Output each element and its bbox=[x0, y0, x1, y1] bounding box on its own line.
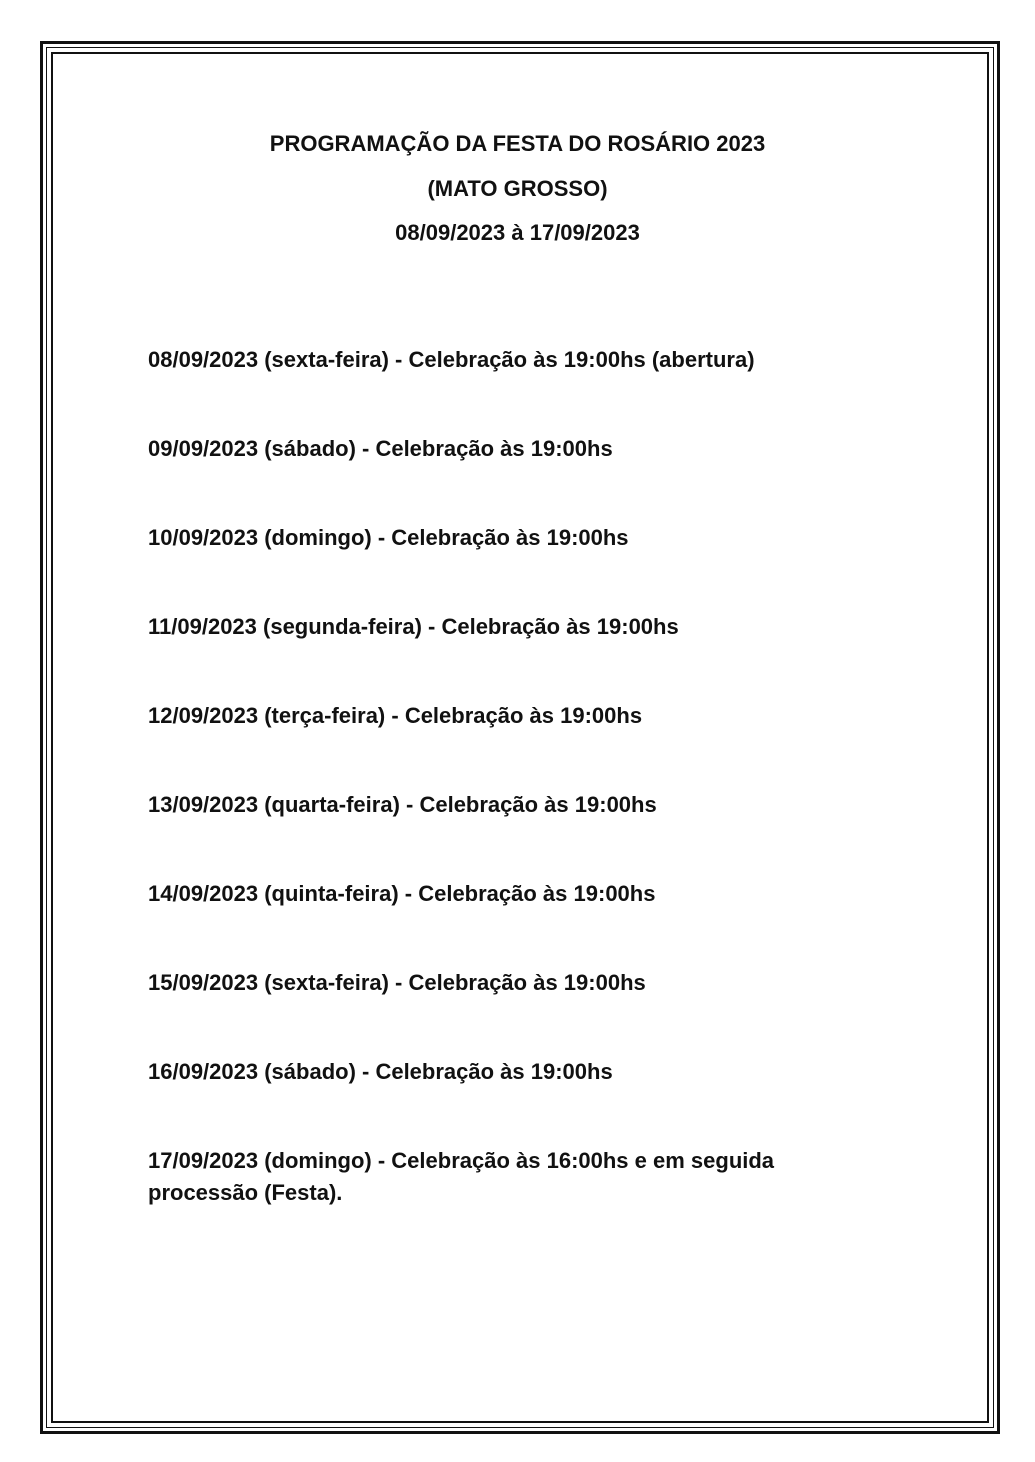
document-title: PROGRAMAÇÃO DA FESTA DO ROSÁRIO 2023 bbox=[269, 131, 766, 156]
schedule-list bbox=[148, 344, 868, 1266]
schedule-item: 14/09/2023 (quinta-feira) - Celebração às 19:00hs bbox=[148, 881, 656, 906]
schedule-item: 16/09/2023 (sábado) - Celebração às 19:00hs bbox=[148, 1059, 613, 1084]
schedule-item: 13/09/2023 (quarta-feira) - Celebração às 19:00hs bbox=[148, 792, 657, 817]
document-date-range: 08/09/2023 à 17/09/2023 bbox=[395, 220, 640, 245]
schedule-item: 09/09/2023 (sábado) - Celebração às 19:00hs bbox=[148, 436, 613, 461]
document-header bbox=[0, 122, 1035, 256]
schedule-item: 11/09/2023 (segunda-feira) - Celebração às 19:00hs bbox=[148, 614, 679, 639]
document-subtitle: (MATO GROSSO) bbox=[427, 175, 608, 201]
schedule-item: 15/09/2023 (sexta-feira) - Celebração às 19:00hs bbox=[148, 970, 646, 995]
schedule-item: 17/09/2023 (domingo) - Celebração às 16:00hs e em seguida processão (Festa). bbox=[148, 1148, 775, 1205]
schedule-item: 10/09/2023 (domingo) - Celebração às 19:00hs bbox=[148, 525, 629, 550]
schedule-item: 08/09/2023 (sexta-feira) - Celebração às 19:00hs (abertura) bbox=[148, 347, 755, 372]
schedule-item: 12/09/2023 (terça-feira) - Celebração às 19:00hs bbox=[148, 703, 643, 728]
